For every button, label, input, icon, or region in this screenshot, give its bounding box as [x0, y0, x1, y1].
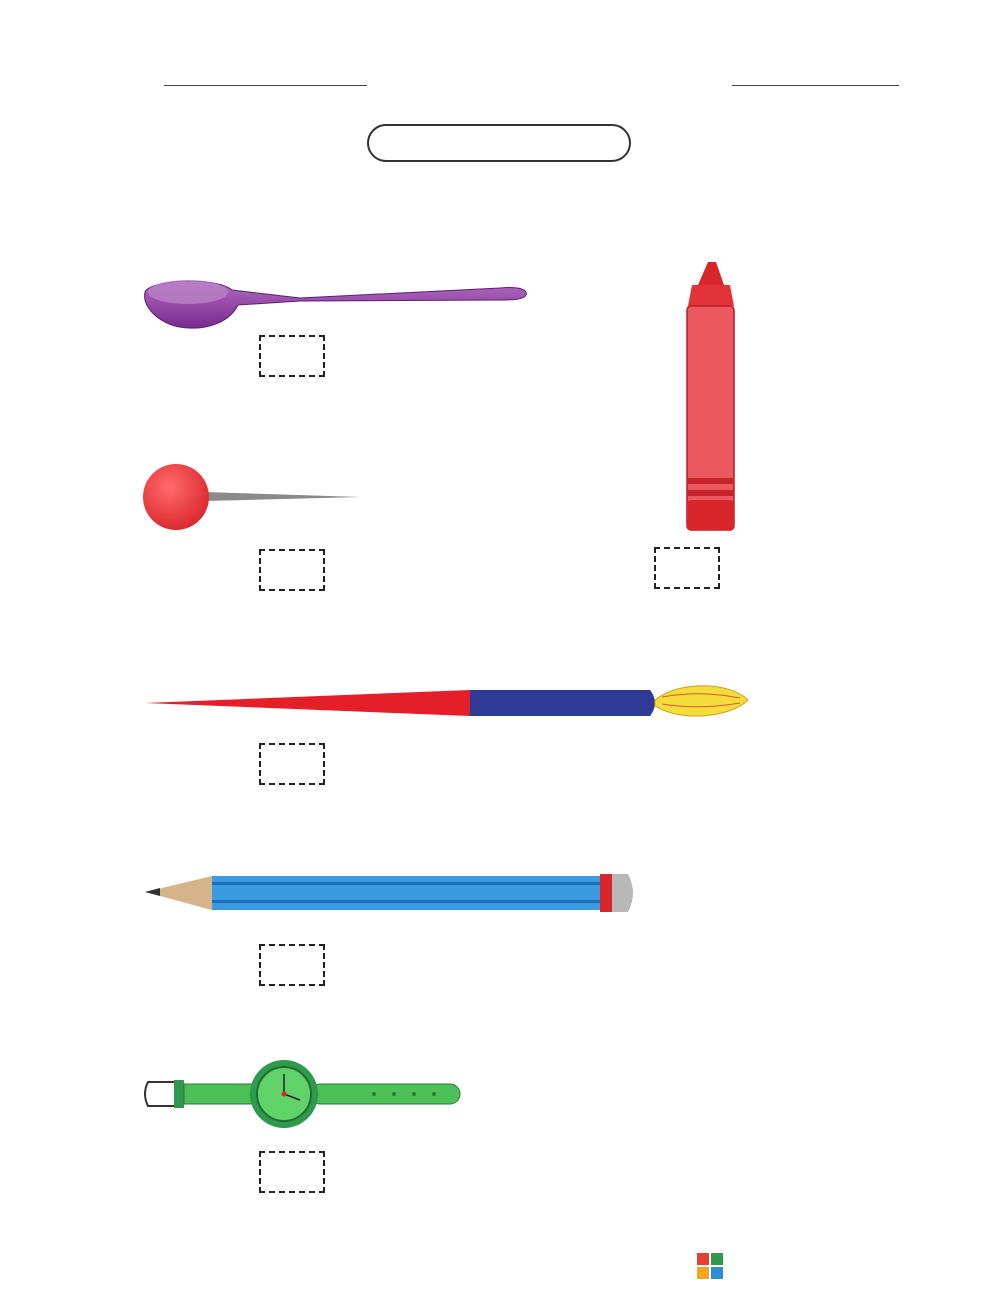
answer-box-spoon[interactable]: [259, 335, 325, 377]
answer-input-spoon[interactable]: [261, 337, 327, 377]
answer-input-pencil[interactable]: [261, 946, 327, 986]
pushpin-icon: [143, 464, 361, 530]
liveworksheets-logo[interactable]: [697, 1253, 727, 1279]
crayon-icon: [687, 262, 734, 530]
answer-box-pushpin[interactable]: [259, 549, 325, 591]
answer-box-pencil[interactable]: [259, 944, 325, 986]
answer-input-pushpin[interactable]: [261, 551, 327, 591]
answer-input-crayon[interactable]: [656, 549, 722, 589]
spoon-icon: [145, 280, 527, 328]
logo-cubes-icon: [697, 1253, 723, 1279]
answer-box-paintbrush[interactable]: [259, 743, 325, 785]
pencil-icon: [145, 874, 633, 912]
logo-cube-i: [711, 1253, 723, 1265]
answer-box-watch[interactable]: [259, 1151, 325, 1193]
answer-input-watch[interactable]: [261, 1153, 327, 1193]
logo-cube-l: [697, 1253, 709, 1265]
watch-icon: [145, 1060, 460, 1128]
answer-box-crayon[interactable]: [654, 547, 720, 589]
answer-input-paintbrush[interactable]: [261, 745, 327, 785]
paintbrush-icon: [145, 686, 748, 716]
logo-cube-v: [697, 1267, 709, 1279]
logo-cube-e: [711, 1267, 723, 1279]
worksheet-title: [367, 124, 631, 162]
